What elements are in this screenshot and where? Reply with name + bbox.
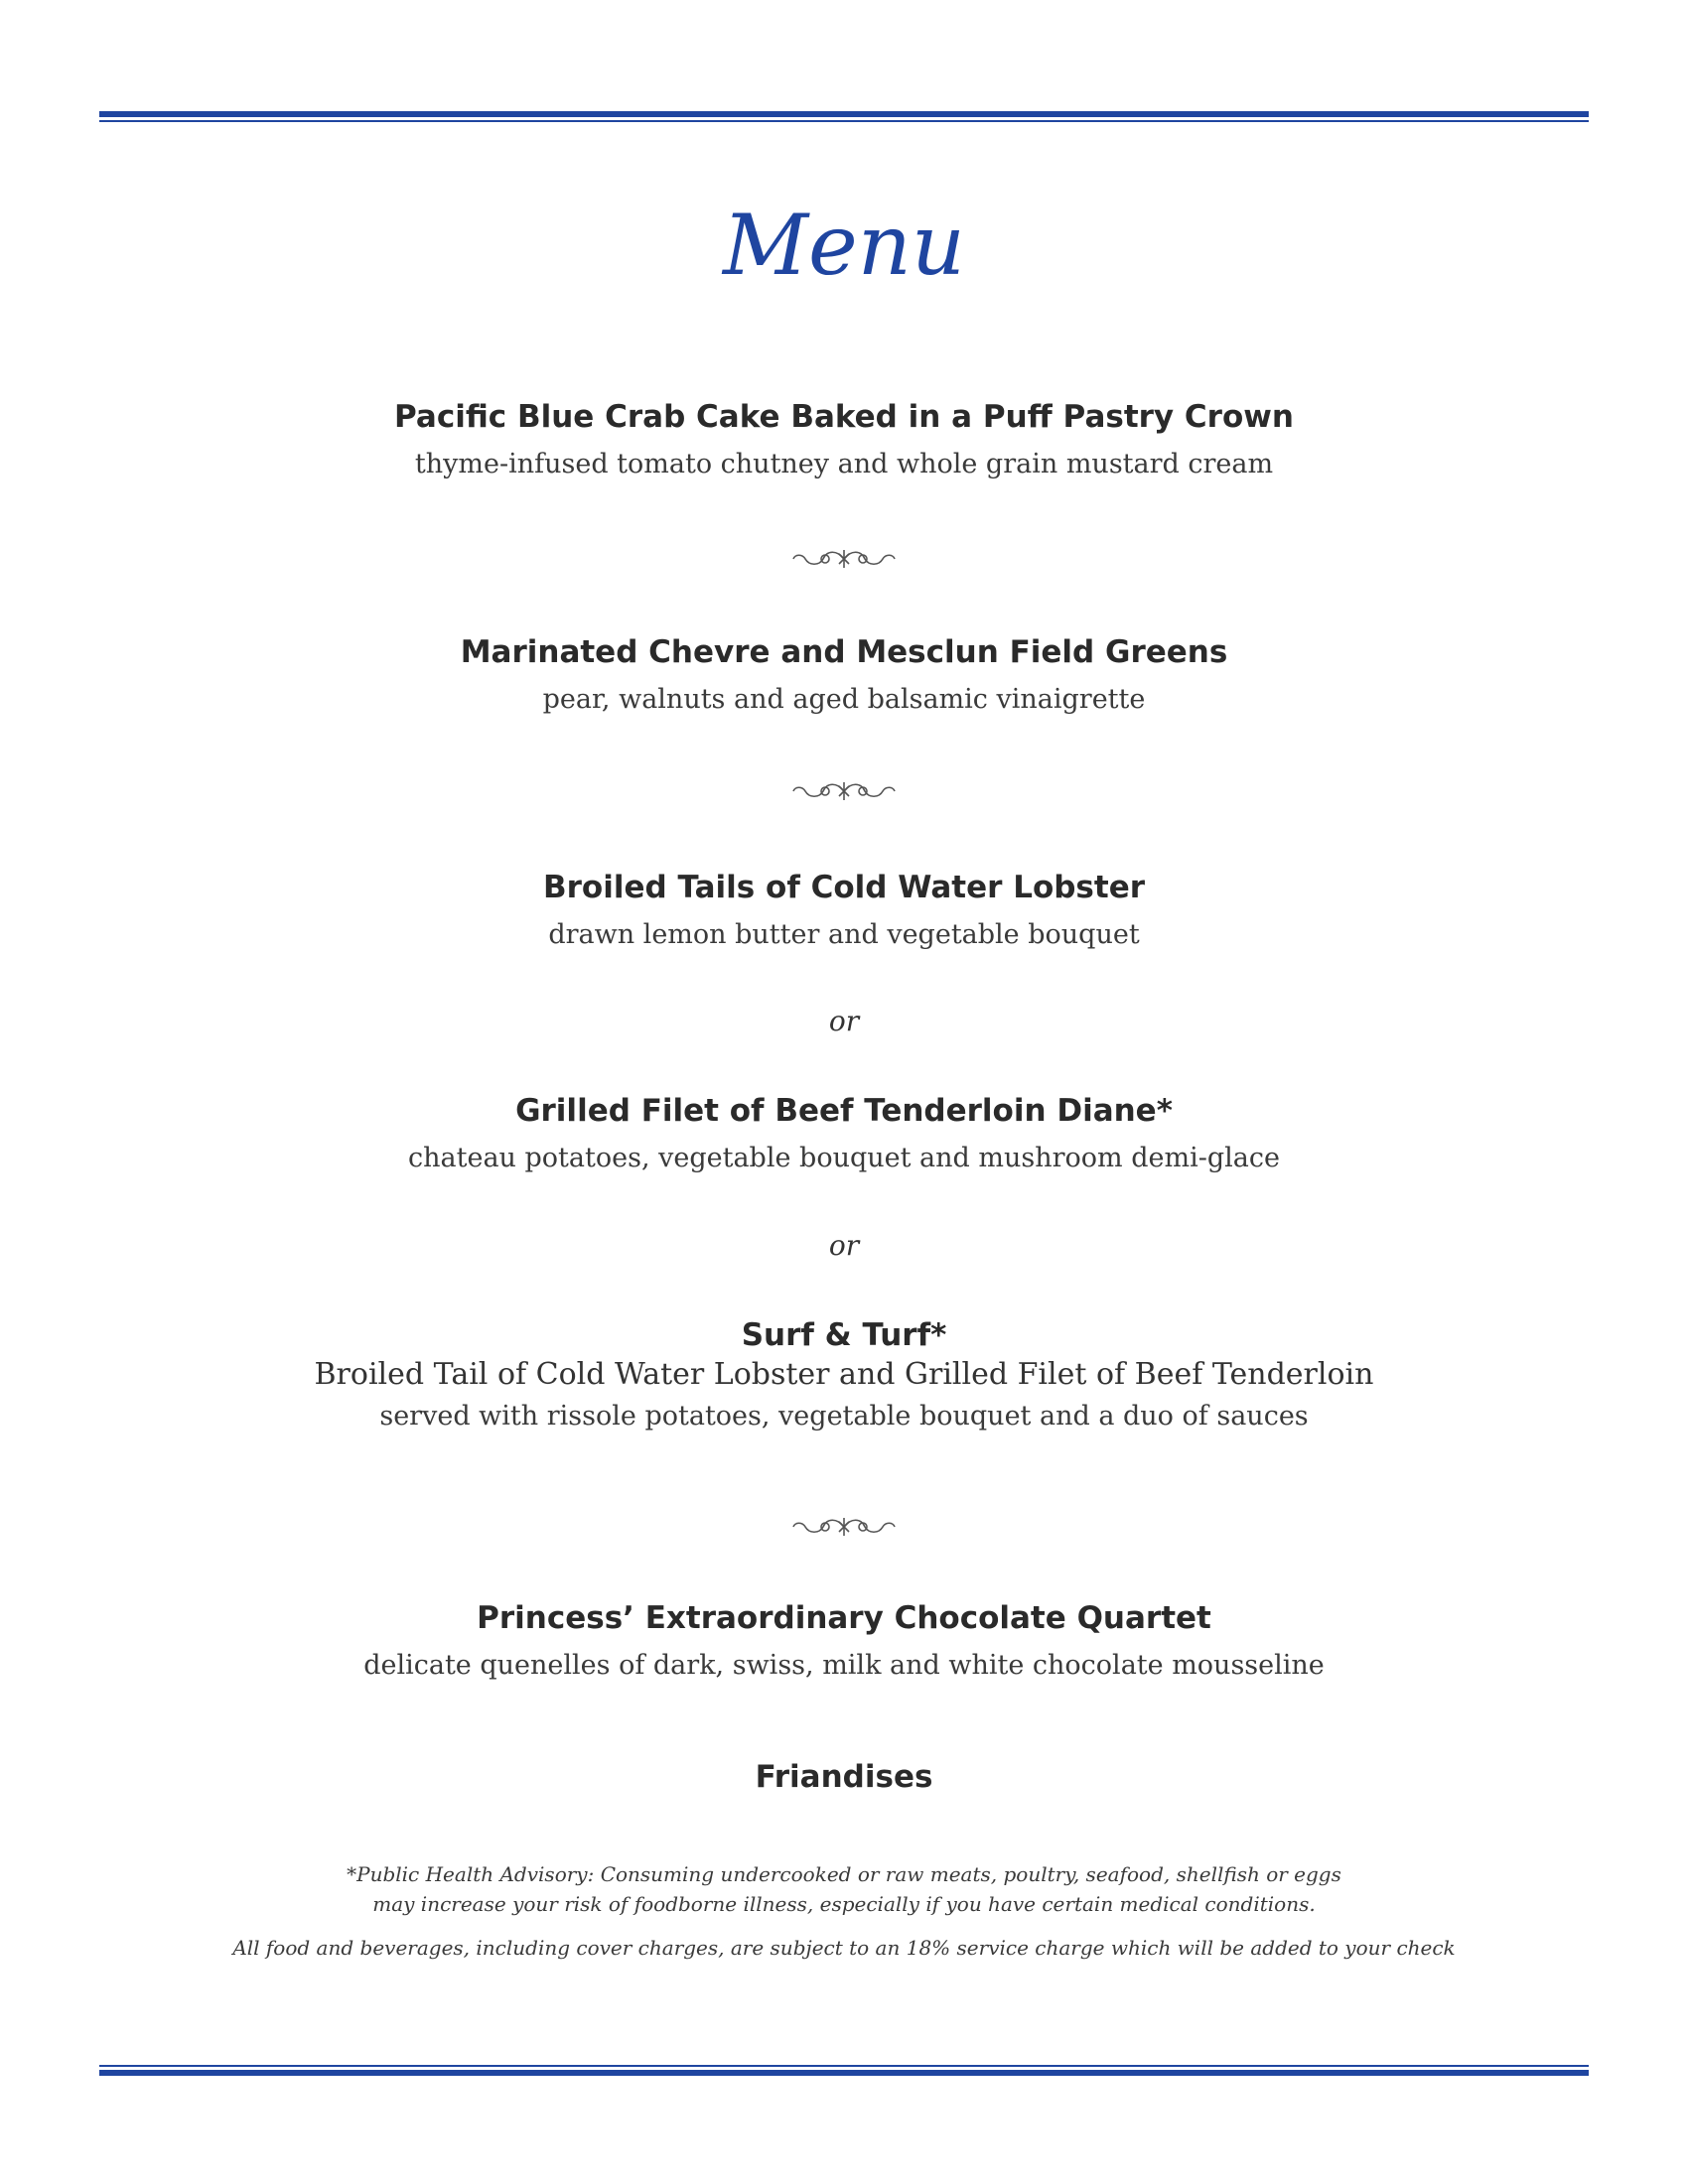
dish-description: drawn lemon butter and vegetable bouquet <box>548 919 1140 950</box>
course-friandises <box>0 1757 1688 1797</box>
dish-name: Pacific Blue Crab Cake Baked in a Puff Pastry Crown <box>394 399 1294 435</box>
course-dessert <box>0 1598 1688 1684</box>
service-charge-note: All food and beverages, including cover charges, are subject to an 18% service charge which will be added to your check <box>232 1936 1456 1960</box>
course-salad <box>0 632 1688 718</box>
course-entree-lobster <box>0 868 1688 953</box>
course-entree-beef <box>0 1091 1688 1176</box>
dish-description: chateau potatoes, vegetable bouquet and mushroom demi-glace <box>408 1143 1280 1173</box>
health-advisory <box>0 1859 1688 1963</box>
dish-description: pear, walnuts and aged balsamic vinaigrette <box>542 684 1146 715</box>
or-separator: or <box>828 1005 860 1037</box>
flourish-divider-icon <box>789 776 899 806</box>
dish-name: Marinated Chevre and Mesclun Field Greens <box>460 634 1228 670</box>
dish-name: Broiled Tails of Cold Water Lobster <box>542 870 1146 905</box>
dish-name: Princess’ Extraordinary Chocolate Quartet <box>477 1600 1211 1636</box>
advisory-line: *Public Health Advisory: Consuming undercooked or raw meats, poultry, seafood, shellfish or eggs <box>347 1862 1341 1886</box>
dish-description: delicate quenelles of dark, swiss, milk and white chocolate mousseline <box>363 1650 1325 1681</box>
dish-subtitle: Broiled Tail of Cold Water Lobster and Grilled Filet of Beef Tenderloin <box>314 1357 1374 1392</box>
dish-description: served with rissole potatoes, vegetable bouquet and a duo of sauces <box>379 1401 1309 1432</box>
advisory-line: may increase your risk of foodborne illness, especially if you have certain medical conditions. <box>372 1892 1316 1916</box>
dish-description: thyme-infused tomato chutney and whole grain mustard cream <box>414 449 1274 479</box>
flourish-divider-icon <box>789 544 899 574</box>
bottom-border-rule <box>99 2065 1589 2076</box>
dish-name: Friandises <box>755 1759 933 1795</box>
top-border-rule <box>99 111 1589 122</box>
or-separator: or <box>828 1229 860 1262</box>
page-title: Menu <box>723 197 965 294</box>
course-appetizer <box>0 397 1688 482</box>
dish-name: Surf & Turf* <box>741 1317 947 1353</box>
dish-name: Grilled Filet of Beef Tenderloin Diane* <box>515 1093 1173 1129</box>
course-entree-surf-turf <box>0 1315 1688 1434</box>
flourish-divider-icon <box>789 1512 899 1542</box>
